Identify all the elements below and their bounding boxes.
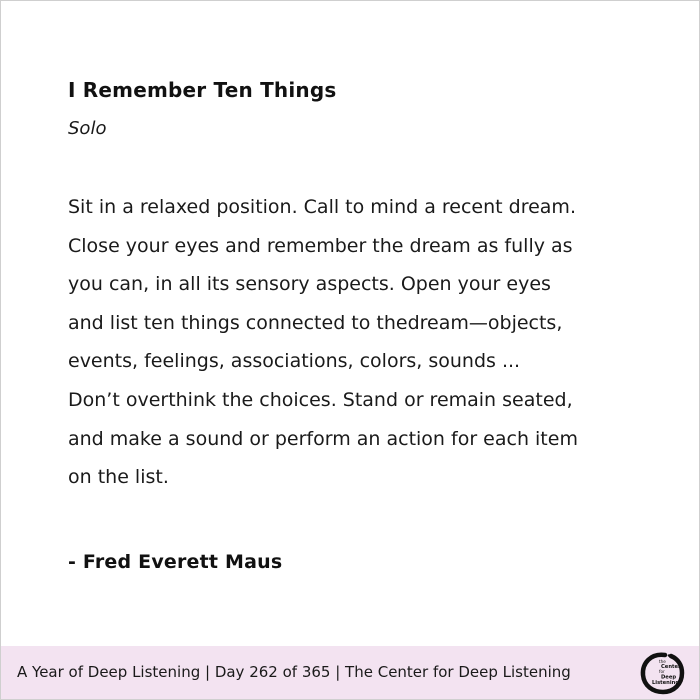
instruction-line: on the list. xyxy=(68,466,169,489)
instruction-line: Close your eyes and remember the dream as fully as xyxy=(68,234,573,257)
page-title: I Remember Ten Things xyxy=(68,78,337,102)
subtitle: Solo xyxy=(68,118,107,139)
footer-bar xyxy=(1,646,699,699)
instruction-line: you can, in all its sensory aspects. Open your eyes xyxy=(68,273,551,296)
enso-circle-icon xyxy=(638,651,686,695)
content-area xyxy=(68,76,668,575)
instructions-text xyxy=(68,188,668,497)
logo-word: Center xyxy=(661,664,681,670)
author-credit: - Fred Everett Maus xyxy=(68,550,283,573)
logo-word: the xyxy=(659,659,666,664)
instruction-line: and list ten things connected to thedream—objects, xyxy=(68,311,563,334)
instruction-line: Sit in a relaxed position. Call to mind a recent dream. xyxy=(68,196,576,218)
footer-caption: A Year of Deep Listening | Day 262 of 365 | The Center for Deep Listening xyxy=(17,663,571,681)
instruction-line: events, feelings, associations, colors, sounds ... xyxy=(68,350,521,373)
logo-word: Deep xyxy=(661,674,677,681)
instruction-line: and make a sound or perform an action for each item xyxy=(68,427,578,450)
instruction-line: Don’t overthink the choices. Stand or remain seated, xyxy=(68,388,573,411)
logo-word: for xyxy=(659,669,665,674)
logo-word: Listening xyxy=(652,680,680,686)
